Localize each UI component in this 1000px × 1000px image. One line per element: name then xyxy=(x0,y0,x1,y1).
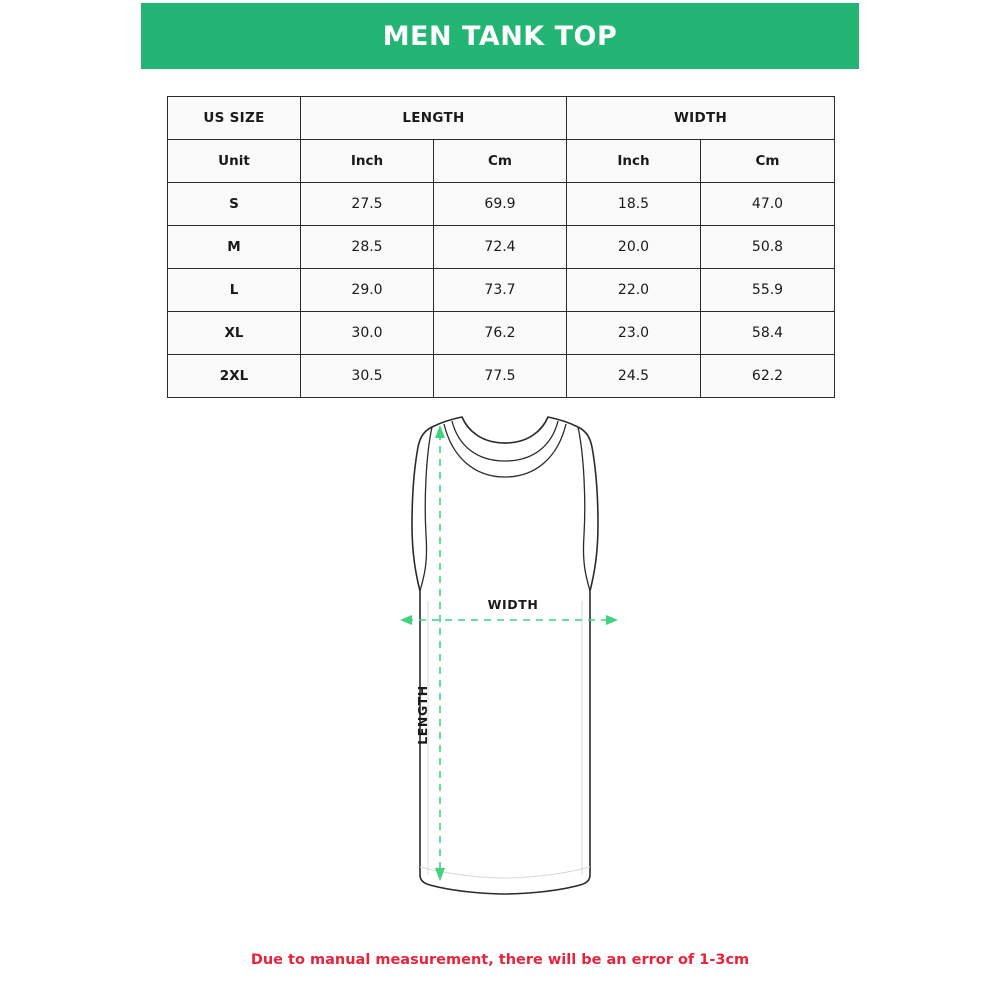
table-row xyxy=(168,312,835,355)
row-length-inch: 28.5 xyxy=(301,226,434,269)
row-size: S xyxy=(168,183,301,226)
width-arrow-left xyxy=(400,615,412,625)
row-size: XL xyxy=(168,312,301,355)
width-arrow-right xyxy=(606,615,618,625)
table-unit-row xyxy=(168,140,835,183)
row-width-inch: 24.5 xyxy=(567,355,701,398)
row-length-inch: 30.0 xyxy=(301,312,434,355)
row-size: L xyxy=(168,269,301,312)
row-width-inch: 18.5 xyxy=(567,183,701,226)
unit-length-cm: Cm xyxy=(434,140,567,183)
unit-label: Unit xyxy=(168,140,301,183)
table-header-row xyxy=(168,97,835,140)
table-row xyxy=(168,183,835,226)
row-length-cm: 73.7 xyxy=(434,269,567,312)
row-length-inch: 27.5 xyxy=(301,183,434,226)
row-width-cm: 58.4 xyxy=(701,312,835,355)
measurement-disclaimer: Due to manual measurement, there will be an error of 1-3cm xyxy=(250,952,750,968)
column-header-width: WIDTH xyxy=(567,97,835,140)
row-length-inch: 30.5 xyxy=(301,355,434,398)
row-size: 2XL xyxy=(168,355,301,398)
row-length-cm: 77.5 xyxy=(434,355,567,398)
table-row xyxy=(168,269,835,312)
row-width-inch: 22.0 xyxy=(567,269,701,312)
row-width-cm: 62.2 xyxy=(701,355,835,398)
unit-width-inch: Inch xyxy=(567,140,701,183)
page-title: MEN TANK TOP xyxy=(382,20,618,52)
unit-width-cm: Cm xyxy=(701,140,835,183)
unit-length-inch: Inch xyxy=(301,140,434,183)
row-width-cm: 47.0 xyxy=(701,183,835,226)
row-length-cm: 76.2 xyxy=(434,312,567,355)
tank-top-diagram xyxy=(340,405,670,915)
row-length-inch: 29.0 xyxy=(301,269,434,312)
size-chart-table xyxy=(167,96,835,398)
row-width-cm: 55.9 xyxy=(701,269,835,312)
column-header-size: US SIZE xyxy=(168,97,301,140)
header-banner xyxy=(141,3,859,69)
row-width-inch: 20.0 xyxy=(567,226,701,269)
table-row xyxy=(168,226,835,269)
row-size: M xyxy=(168,226,301,269)
table-row xyxy=(168,355,835,398)
row-length-cm: 72.4 xyxy=(434,226,567,269)
row-width-inch: 23.0 xyxy=(567,312,701,355)
width-label: WIDTH xyxy=(487,597,539,612)
row-length-cm: 69.9 xyxy=(434,183,567,226)
row-width-cm: 50.8 xyxy=(701,226,835,269)
length-label: LENGTH xyxy=(415,685,430,745)
column-header-length: LENGTH xyxy=(301,97,567,140)
size-chart-table-container xyxy=(167,96,834,398)
